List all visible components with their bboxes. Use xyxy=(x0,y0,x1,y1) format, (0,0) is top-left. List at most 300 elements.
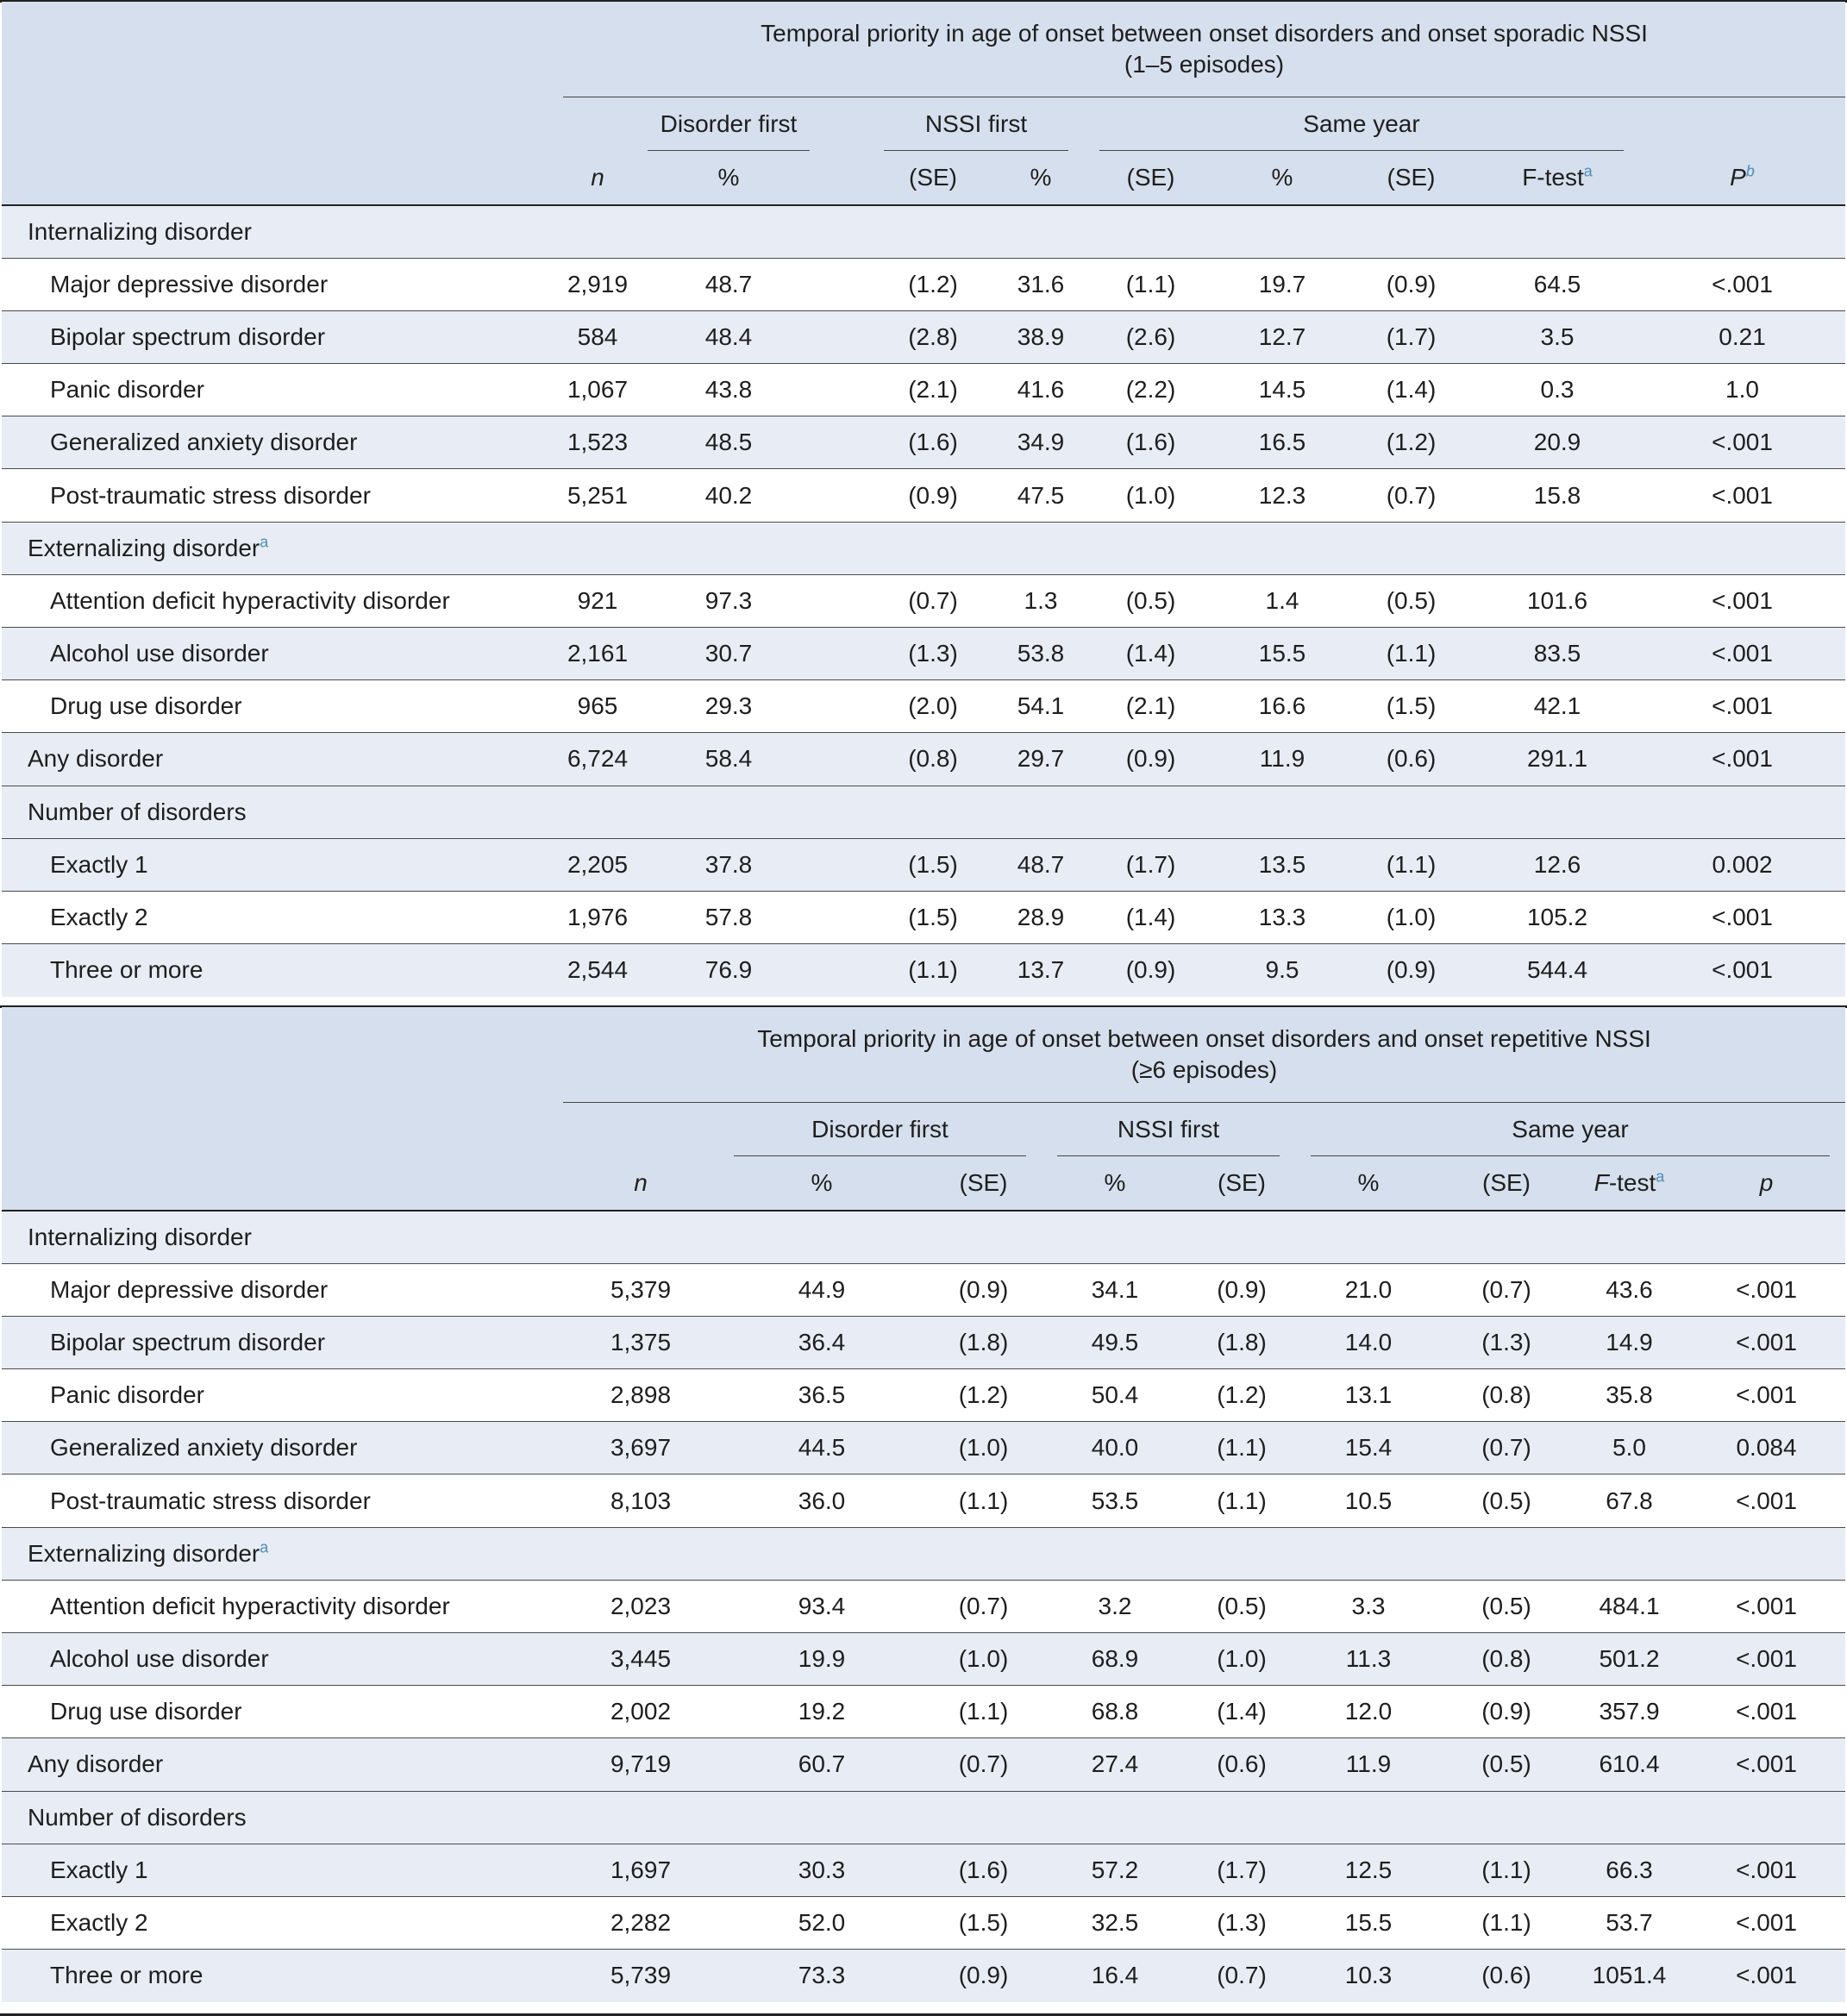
cell-disorder-first-pct: 97.3 xyxy=(632,574,825,627)
cell-disorder-first-pct: 36.4 xyxy=(718,1316,925,1368)
cell-p-value: <.001 xyxy=(1639,680,1845,733)
cell-p-value: <.001 xyxy=(1687,1474,1845,1527)
cell-f-test: 83.5 xyxy=(1475,628,1639,680)
cell-nssi-first-se: (1.7) xyxy=(1188,1844,1295,1896)
cell-disorder-first-pct: 58.4 xyxy=(632,733,825,786)
cell-same-year-se: (1.2) xyxy=(1347,416,1475,469)
row-label: Major depressive disorder xyxy=(2,258,563,310)
cell-nssi-first-se: (0.5) xyxy=(1084,574,1218,627)
section-header-internalizing: Internalizing disorder xyxy=(2,205,1845,258)
table-row xyxy=(2,1896,1845,1949)
cell-disorder-first-pct: 44.9 xyxy=(718,1263,925,1316)
table-row xyxy=(2,258,1845,310)
group-header-same-year: Same year xyxy=(1084,97,1639,151)
cell-same-year-se: (0.8) xyxy=(1442,1633,1571,1686)
cell-disorder-first-se: (2.0) xyxy=(868,680,998,733)
cell-n: 8,103 xyxy=(563,1474,718,1527)
col-header-se: (SE) xyxy=(1084,151,1218,205)
cell-n: 2,161 xyxy=(563,628,632,680)
cell-disorder-first-pct: 48.4 xyxy=(632,310,825,363)
cell-same-year-se: (0.8) xyxy=(1442,1369,1571,1422)
spacer-cell xyxy=(825,310,868,363)
cell-disorder-first-se: (1.8) xyxy=(925,1316,1042,1368)
footnote-marker: a xyxy=(260,1538,269,1556)
cell-same-year-pct: 10.3 xyxy=(1295,1950,1442,2002)
cell-same-year-se: (1.1) xyxy=(1347,838,1475,891)
cell-p-value: <.001 xyxy=(1639,891,1845,943)
group-header-nssi-first: NSSI first xyxy=(868,97,1084,151)
table-row xyxy=(2,944,1845,997)
cell-nssi-first-pct: 32.5 xyxy=(1042,1896,1188,1949)
cell-same-year-pct: 15.5 xyxy=(1295,1896,1442,1949)
cell-nssi-first-se: (1.2) xyxy=(1188,1369,1295,1422)
cell-same-year-pct: 16.5 xyxy=(1218,416,1347,469)
cell-nssi-first-pct: 28.9 xyxy=(998,891,1084,943)
cell-nssi-first-pct: 68.9 xyxy=(1042,1633,1188,1686)
cell-same-year-pct: 10.5 xyxy=(1295,1474,1442,1527)
cell-disorder-first-pct: 19.2 xyxy=(718,1686,925,1738)
row-label: Bipolar spectrum disorder xyxy=(2,310,563,363)
cell-disorder-first-se: (1.1) xyxy=(925,1686,1042,1738)
cell-same-year-se: (0.6) xyxy=(1442,1950,1571,2002)
cell-f-test: 0.3 xyxy=(1475,364,1639,416)
row-label: Exactly 2 xyxy=(2,1896,563,1949)
cell-nssi-first-se: (0.9) xyxy=(1084,944,1218,997)
spacer-cell xyxy=(825,944,868,997)
row-label: Exactly 1 xyxy=(2,1844,563,1896)
section-label: Externalizing disorder xyxy=(28,534,260,561)
spacer-cell xyxy=(825,680,868,733)
cell-f-test: 3.5 xyxy=(1475,310,1639,363)
row-label: Drug use disorder xyxy=(2,680,563,733)
cell-nssi-first-se: (1.4) xyxy=(1084,628,1218,680)
col-header-n: n xyxy=(563,1156,718,1211)
table-row xyxy=(2,469,1845,522)
cell-f-test: 5.0 xyxy=(1571,1422,1687,1474)
cell-disorder-first-pct: 29.3 xyxy=(632,680,825,733)
table-title-line1: Temporal priority in age of onset between onset disorders and onset repetitive NSSI xyxy=(757,1024,1651,1052)
row-label: Alcohol use disorder xyxy=(2,1633,563,1686)
cell-f-test: 64.5 xyxy=(1475,258,1639,310)
cell-nssi-first-se: (1.0) xyxy=(1084,469,1218,522)
cell-p-value: <.001 xyxy=(1687,1950,1845,2002)
cell-nssi-first-se: (1.4) xyxy=(1084,891,1218,943)
cell-same-year-pct: 19.7 xyxy=(1218,258,1347,310)
cell-disorder-first-se: (1.1) xyxy=(925,1474,1042,1527)
col-header-pct: % xyxy=(998,151,1084,205)
cell-disorder-first-se: (1.5) xyxy=(868,891,998,943)
cell-same-year-pct: 13.3 xyxy=(1218,891,1347,943)
cell-n: 2,023 xyxy=(563,1580,718,1632)
table-sporadic-nssi xyxy=(2,2,1845,997)
group-header-disorder-first: Disorder first xyxy=(718,1102,1042,1156)
cell-same-year-se: (1.0) xyxy=(1347,891,1475,943)
table-row xyxy=(2,1633,1845,1686)
table-title xyxy=(563,1007,1845,1102)
cell-p-value: <.001 xyxy=(1687,1369,1845,1422)
cell-n: 1,976 xyxy=(563,891,632,943)
table-row xyxy=(2,680,1845,733)
col-header-p: p xyxy=(1687,1156,1845,1211)
table-row xyxy=(2,1263,1845,1316)
col-header-n: n xyxy=(563,151,632,205)
cell-p-value: 0.21 xyxy=(1639,310,1845,363)
col-header-se: (SE) xyxy=(925,1156,1042,1211)
cell-disorder-first-se: (0.7) xyxy=(925,1738,1042,1791)
cell-same-year-se: (0.7) xyxy=(1347,469,1475,522)
cell-nssi-first-se: (2.1) xyxy=(1084,680,1218,733)
cell-same-year-pct: 12.5 xyxy=(1295,1844,1442,1896)
cell-f-test: 67.8 xyxy=(1571,1474,1687,1527)
cell-p-value: <.001 xyxy=(1639,574,1845,627)
cell-disorder-first-se: (1.3) xyxy=(868,628,998,680)
cell-f-test: 12.6 xyxy=(1475,838,1639,891)
table-row xyxy=(2,1950,1845,2002)
cell-disorder-first-se: (0.9) xyxy=(925,1263,1042,1316)
spacer-cell xyxy=(825,628,868,680)
cell-same-year-pct: 13.1 xyxy=(1295,1369,1442,1422)
cell-same-year-se: (0.5) xyxy=(1442,1474,1571,1527)
cell-nssi-first-se: (1.7) xyxy=(1084,838,1218,891)
cell-nssi-first-se: (1.0) xyxy=(1188,1633,1295,1686)
cell-disorder-first-se: (1.2) xyxy=(925,1369,1042,1422)
cell-nssi-first-pct: 40.0 xyxy=(1042,1422,1188,1474)
cell-same-year-se: (0.9) xyxy=(1347,944,1475,997)
row-label: Exactly 1 xyxy=(2,838,563,891)
cell-disorder-first-pct: 93.4 xyxy=(718,1580,925,1632)
table-row xyxy=(2,628,1845,680)
header-blank xyxy=(2,151,563,205)
cell-f-test: 66.3 xyxy=(1571,1844,1687,1896)
cell-n: 2,002 xyxy=(563,1686,718,1738)
table-row xyxy=(2,891,1845,943)
row-label: Post-traumatic stress disorder xyxy=(2,1474,563,1527)
cell-same-year-pct: 13.5 xyxy=(1218,838,1347,891)
group-header-disorder-first: Disorder first xyxy=(632,97,825,151)
cell-disorder-first-pct: 76.9 xyxy=(632,944,825,997)
table-row xyxy=(2,1580,1845,1632)
cell-same-year-se: (1.4) xyxy=(1347,364,1475,416)
col-header-pct: % xyxy=(718,1156,925,1211)
cell-nssi-first-pct: 47.5 xyxy=(998,469,1084,522)
cell-same-year-pct: 12.7 xyxy=(1218,310,1347,363)
cell-p-value: <.001 xyxy=(1687,1580,1845,1632)
cell-p-value: <.001 xyxy=(1639,944,1845,997)
cell-same-year-se: (0.5) xyxy=(1347,574,1475,627)
cell-disorder-first-pct: 40.2 xyxy=(632,469,825,522)
row-label: Major depressive disorder xyxy=(2,1263,563,1316)
row-label: Post-traumatic stress disorder xyxy=(2,469,563,522)
cell-n: 2,544 xyxy=(563,944,632,997)
cell-disorder-first-pct: 48.5 xyxy=(632,416,825,469)
ftest-f-label: F xyxy=(1593,1169,1609,1196)
spacer-cell xyxy=(825,258,868,310)
cell-p-value: <.001 xyxy=(1687,1686,1845,1738)
cell-n: 2,205 xyxy=(563,838,632,891)
table-row xyxy=(2,838,1845,891)
row-label: Generalized anxiety disorder xyxy=(2,1422,563,1474)
cell-p-value: <.001 xyxy=(1687,1738,1845,1791)
cell-disorder-first-pct: 37.8 xyxy=(632,838,825,891)
cell-nssi-first-se: (1.1) xyxy=(1084,258,1218,310)
section-header-number: Number of disorders xyxy=(2,1791,1845,1844)
table-repetitive-nssi xyxy=(2,1007,1845,2002)
cell-nssi-first-pct: 34.9 xyxy=(998,416,1084,469)
cell-p-value: <.001 xyxy=(1687,1263,1845,1316)
section-header-number: Number of disorders xyxy=(2,786,1845,838)
cell-disorder-first-se: (0.9) xyxy=(925,1950,1042,2002)
cell-nssi-first-se: (1.1) xyxy=(1188,1474,1295,1527)
cell-same-year-se: (0.7) xyxy=(1442,1422,1571,1474)
header-blank xyxy=(825,97,868,151)
cell-same-year-pct: 11.9 xyxy=(1218,733,1347,786)
footnote-marker: a xyxy=(1583,162,1593,180)
spacer-cell xyxy=(825,733,868,786)
p-label: P xyxy=(1730,164,1746,191)
cell-n: 9,719 xyxy=(563,1738,718,1791)
header-blank xyxy=(2,2,563,97)
cell-same-year-pct: 11.9 xyxy=(1295,1738,1442,1791)
col-header-pct: % xyxy=(1295,1156,1442,1211)
spacer-cell xyxy=(825,891,868,943)
table-row xyxy=(2,416,1845,469)
cell-same-year-se: (0.5) xyxy=(1442,1580,1571,1632)
cell-disorder-first-se: (1.6) xyxy=(868,416,998,469)
cell-p-value: 0.002 xyxy=(1639,838,1845,891)
cell-same-year-pct: 3.3 xyxy=(1295,1580,1442,1632)
cell-n: 3,697 xyxy=(563,1422,718,1474)
cell-disorder-first-se: (1.5) xyxy=(925,1896,1042,1949)
cell-nssi-first-pct: 53.5 xyxy=(1042,1474,1188,1527)
group-header-same-year: Same year xyxy=(1295,1102,1845,1156)
cell-same-year-pct: 15.5 xyxy=(1218,628,1347,680)
cell-nssi-first-se: (1.1) xyxy=(1188,1422,1295,1474)
table-row xyxy=(2,364,1845,416)
col-header-ftest xyxy=(1475,151,1639,205)
cell-disorder-first-pct: 60.7 xyxy=(718,1738,925,1791)
cell-disorder-first-pct: 36.5 xyxy=(718,1369,925,1422)
cell-disorder-first-se: (0.7) xyxy=(925,1580,1042,1632)
footnote-marker: a xyxy=(1656,1168,1665,1186)
cell-nssi-first-se: (1.4) xyxy=(1188,1686,1295,1738)
cell-f-test: 544.4 xyxy=(1475,944,1639,997)
cell-nssi-first-pct: 48.7 xyxy=(998,838,1084,891)
table-row xyxy=(2,310,1845,363)
cell-n: 584 xyxy=(563,310,632,363)
cell-f-test: 43.6 xyxy=(1571,1263,1687,1316)
cell-nssi-first-pct: 50.4 xyxy=(1042,1369,1188,1422)
cell-nssi-first-se: (0.9) xyxy=(1084,733,1218,786)
cell-p-value: <.001 xyxy=(1687,1316,1845,1368)
row-label: Drug use disorder xyxy=(2,1686,563,1738)
footnote-marker: a xyxy=(260,533,269,551)
cell-n: 921 xyxy=(563,574,632,627)
cell-nssi-first-pct: 3.2 xyxy=(1042,1580,1188,1632)
cell-f-test: 35.8 xyxy=(1571,1369,1687,1422)
cell-n: 2,898 xyxy=(563,1369,718,1422)
cell-nssi-first-se: (2.2) xyxy=(1084,364,1218,416)
cell-f-test: 20.9 xyxy=(1475,416,1639,469)
section-header-externalizing xyxy=(2,522,1845,574)
col-header-pct: % xyxy=(1218,151,1347,205)
cell-disorder-first-se: (1.1) xyxy=(868,944,998,997)
cell-nssi-first-pct: 68.8 xyxy=(1042,1686,1188,1738)
cell-n: 5,379 xyxy=(563,1263,718,1316)
cell-f-test: 14.9 xyxy=(1571,1316,1687,1368)
cell-same-year-se: (1.7) xyxy=(1347,310,1475,363)
cell-same-year-pct: 16.6 xyxy=(1218,680,1347,733)
ftest-label: F-test xyxy=(1522,164,1584,191)
row-label: Generalized anxiety disorder xyxy=(2,416,563,469)
row-label: Three or more xyxy=(2,1950,563,2002)
cell-disorder-first-se: (0.8) xyxy=(868,733,998,786)
cell-n: 1,067 xyxy=(563,364,632,416)
header-blank xyxy=(2,1007,563,1102)
col-header-se: (SE) xyxy=(868,151,998,205)
table-row xyxy=(2,733,1845,786)
cell-nssi-first-pct: 53.8 xyxy=(998,628,1084,680)
cell-same-year-se: (0.6) xyxy=(1347,733,1475,786)
cell-disorder-first-pct: 73.3 xyxy=(718,1950,925,2002)
cell-p-value: 0.084 xyxy=(1687,1422,1845,1474)
header-blank xyxy=(2,1102,563,1156)
cell-same-year-pct: 9.5 xyxy=(1218,944,1347,997)
cell-same-year-pct: 12.3 xyxy=(1218,469,1347,522)
table-title-line1: Temporal priority in age of onset between onset disorders and onset sporadic NSSI xyxy=(761,19,1648,47)
cell-f-test: 42.1 xyxy=(1475,680,1639,733)
cell-same-year-se: (0.9) xyxy=(1347,258,1475,310)
cell-same-year-se: (0.5) xyxy=(1442,1738,1571,1791)
cell-f-test: 357.9 xyxy=(1571,1686,1687,1738)
table-row xyxy=(2,1369,1845,1422)
cell-p-value: <.001 xyxy=(1639,416,1845,469)
cell-nssi-first-se: (1.6) xyxy=(1084,416,1218,469)
cell-same-year-se: (1.3) xyxy=(1442,1316,1571,1368)
row-label: Any disorder xyxy=(2,1738,563,1791)
table-row xyxy=(2,1738,1845,1791)
cell-disorder-first-pct: 48.7 xyxy=(632,258,825,310)
header-blank xyxy=(1639,97,1845,151)
col-header-se: (SE) xyxy=(1442,1156,1571,1211)
cell-same-year-pct: 11.3 xyxy=(1295,1633,1442,1686)
cell-disorder-first-se: (1.5) xyxy=(868,838,998,891)
table-title xyxy=(563,2,1845,97)
cell-n: 3,445 xyxy=(563,1633,718,1686)
cell-same-year-pct: 15.4 xyxy=(1295,1422,1442,1474)
col-header-se: (SE) xyxy=(1188,1156,1295,1211)
cell-p-value: <.001 xyxy=(1687,1896,1845,1949)
group-header-nssi-first: NSSI first xyxy=(1042,1102,1295,1156)
footnote-marker: b xyxy=(1745,162,1755,180)
cell-same-year-se: (1.5) xyxy=(1347,680,1475,733)
cell-nssi-first-se: (1.3) xyxy=(1188,1896,1295,1949)
cell-disorder-first-se: (0.7) xyxy=(868,574,998,627)
table-row xyxy=(2,1316,1845,1368)
col-header-p xyxy=(1639,151,1845,205)
cell-p-value: <.001 xyxy=(1639,628,1845,680)
table-title-line2: (≥6 episodes) xyxy=(1130,1055,1278,1083)
cell-p-value: <.001 xyxy=(1687,1844,1845,1896)
cell-f-test: 610.4 xyxy=(1571,1738,1687,1791)
cell-nssi-first-pct: 34.1 xyxy=(1042,1263,1188,1316)
cell-n: 1,697 xyxy=(563,1844,718,1896)
cell-disorder-first-pct: 43.8 xyxy=(632,364,825,416)
cell-n: 6,724 xyxy=(563,733,632,786)
cell-disorder-first-se: (1.2) xyxy=(868,258,998,310)
cell-disorder-first-pct: 36.0 xyxy=(718,1474,925,1527)
cell-nssi-first-pct: 49.5 xyxy=(1042,1316,1188,1368)
cell-same-year-se: (0.9) xyxy=(1442,1686,1571,1738)
cell-p-value: <.001 xyxy=(1639,258,1845,310)
section-header-internalizing: Internalizing disorder xyxy=(2,1211,1845,1263)
cell-nssi-first-se: (1.8) xyxy=(1188,1316,1295,1368)
spacer-cell xyxy=(825,364,868,416)
cell-f-test: 484.1 xyxy=(1571,1580,1687,1632)
cell-same-year-se: (0.7) xyxy=(1442,1263,1571,1316)
cell-f-test: 105.2 xyxy=(1475,891,1639,943)
header-blank xyxy=(563,1102,718,1156)
cell-nssi-first-pct: 29.7 xyxy=(998,733,1084,786)
cell-disorder-first-pct: 44.5 xyxy=(718,1422,925,1474)
cell-n: 5,251 xyxy=(563,469,632,522)
cell-nssi-first-se: (0.7) xyxy=(1188,1950,1295,2002)
cell-disorder-first-se: (1.0) xyxy=(925,1633,1042,1686)
cell-f-test: 1051.4 xyxy=(1571,1950,1687,2002)
spacer-cell xyxy=(825,838,868,891)
cell-same-year-se: (1.1) xyxy=(1442,1844,1571,1896)
cell-n: 2,282 xyxy=(563,1896,718,1949)
header-blank xyxy=(563,97,632,151)
row-label: Panic disorder xyxy=(2,1369,563,1422)
row-label: Attention deficit hyperactivity disorder xyxy=(2,1580,563,1632)
header-blank xyxy=(2,1156,563,1211)
cell-nssi-first-se: (0.9) xyxy=(1188,1263,1295,1316)
cell-nssi-first-se: (0.5) xyxy=(1188,1580,1295,1632)
cell-nssi-first-pct: 16.4 xyxy=(1042,1950,1188,2002)
col-header-se: (SE) xyxy=(1347,151,1475,205)
header-blank xyxy=(2,97,563,151)
cell-same-year-pct: 12.0 xyxy=(1295,1686,1442,1738)
cell-nssi-first-pct: 13.7 xyxy=(998,944,1084,997)
cell-f-test: 101.6 xyxy=(1475,574,1639,627)
cell-same-year-pct: 1.4 xyxy=(1218,574,1347,627)
cell-n: 5,739 xyxy=(563,1950,718,2002)
cell-disorder-first-se: (2.8) xyxy=(868,310,998,363)
cell-nssi-first-se: (0.6) xyxy=(1188,1738,1295,1791)
cell-f-test: 501.2 xyxy=(1571,1633,1687,1686)
table-row xyxy=(2,1686,1845,1738)
cell-f-test: 15.8 xyxy=(1475,469,1639,522)
table-row xyxy=(2,1844,1845,1896)
cell-nssi-first-pct: 41.6 xyxy=(998,364,1084,416)
cell-disorder-first-pct: 57.8 xyxy=(632,891,825,943)
table-row xyxy=(2,1474,1845,1527)
table-title-line2: (1–5 episodes) xyxy=(1124,50,1285,78)
col-header-ftest xyxy=(1571,1156,1687,1211)
col-header-pct: % xyxy=(632,151,825,205)
cell-p-value: <.001 xyxy=(1687,1633,1845,1686)
spacer-cell xyxy=(825,416,868,469)
spacer-cell xyxy=(825,574,868,627)
cell-p-value: <.001 xyxy=(1639,733,1845,786)
cell-nssi-first-pct: 1.3 xyxy=(998,574,1084,627)
row-label: Alcohol use disorder xyxy=(2,628,563,680)
cell-disorder-first-pct: 19.9 xyxy=(718,1633,925,1686)
table-row xyxy=(2,574,1845,627)
row-label: Attention deficit hyperactivity disorder xyxy=(2,574,563,627)
cell-same-year-pct: 21.0 xyxy=(1295,1263,1442,1316)
row-label: Bipolar spectrum disorder xyxy=(2,1316,563,1368)
